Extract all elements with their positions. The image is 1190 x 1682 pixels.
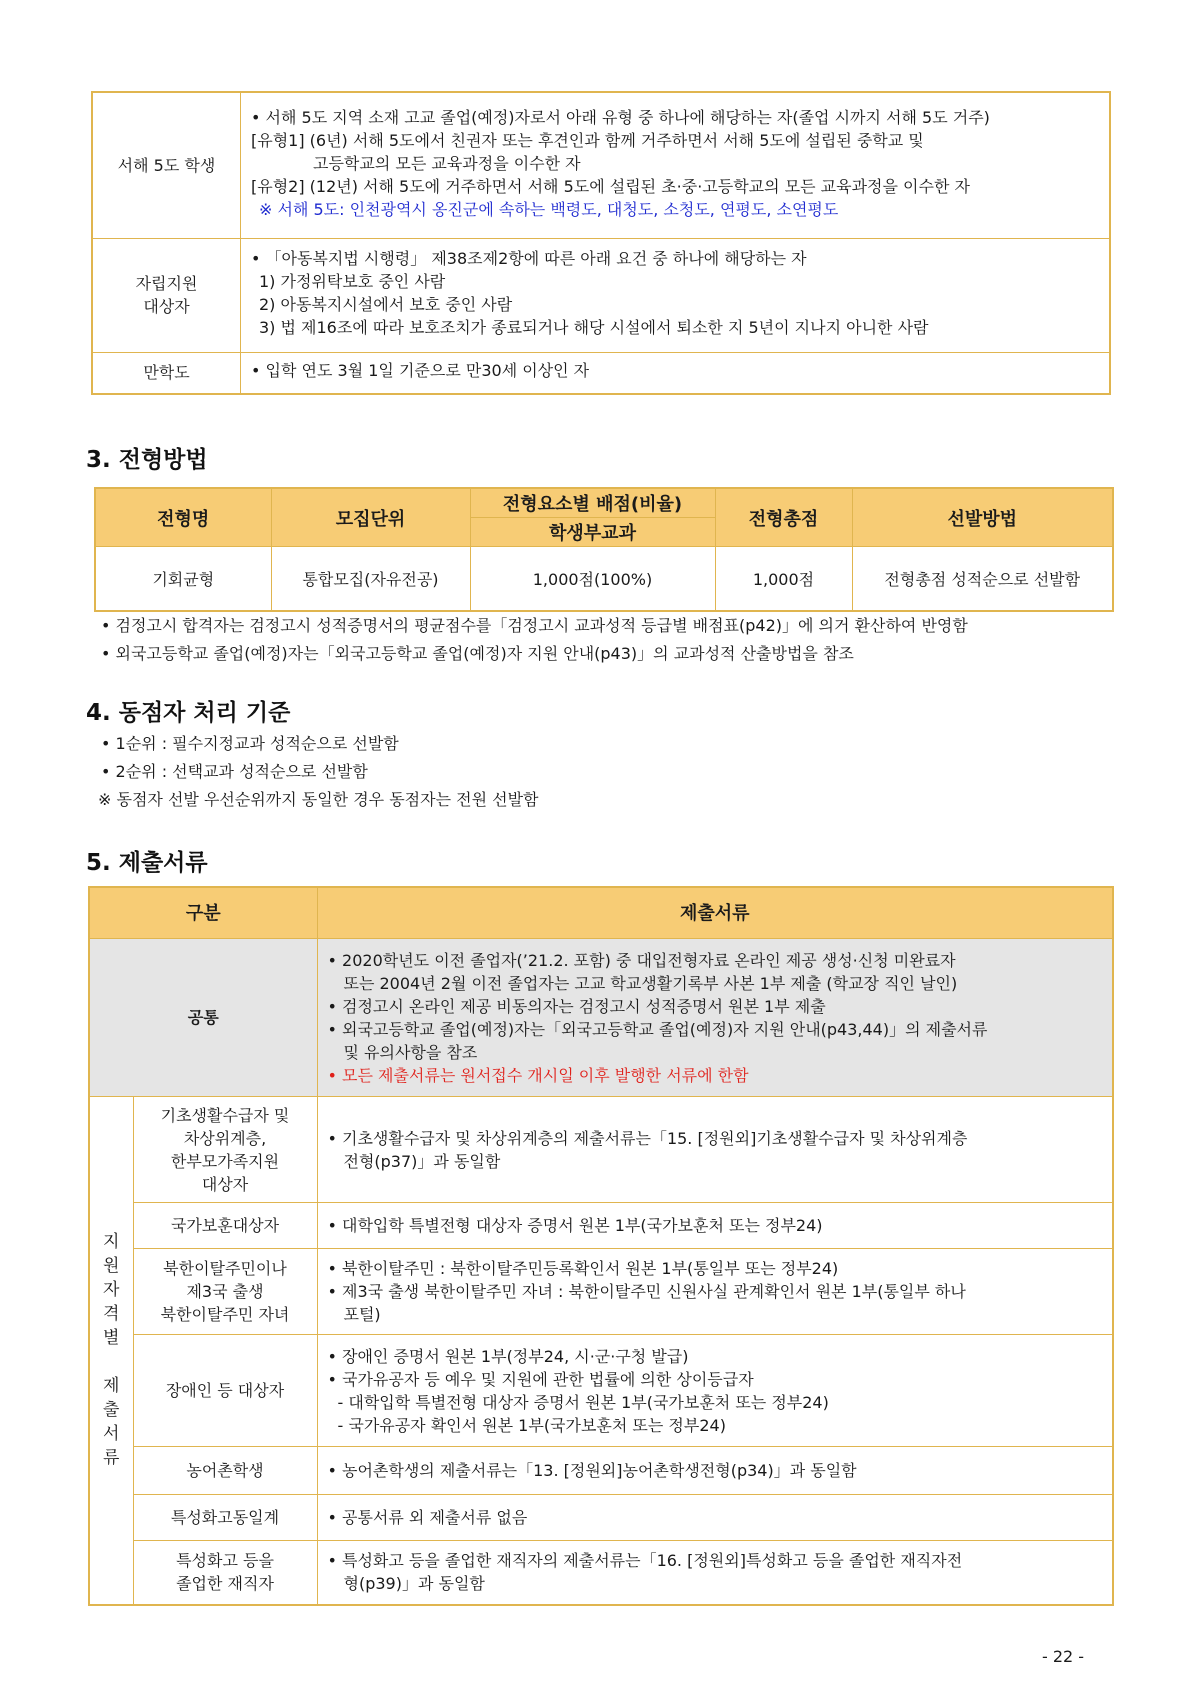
list-item: 포털) bbox=[343, 1305, 381, 1324]
column-header: 모집단위 bbox=[271, 488, 470, 547]
table-cell: 1,000점 bbox=[715, 547, 852, 611]
eligibility-table bbox=[91, 91, 1111, 395]
table-cell: 통합모집(자유전공) bbox=[271, 547, 470, 611]
table-header-row bbox=[95, 488, 1113, 518]
table-row bbox=[89, 1335, 1113, 1447]
row-label: 장애인 등 대상자 bbox=[133, 1335, 317, 1447]
section-heading: 5. 제출서류 bbox=[86, 850, 208, 876]
list-item: 1) 가정위탁보호 중인 사람 bbox=[259, 272, 446, 291]
table-row bbox=[89, 1495, 1113, 1541]
list-item: • 장애인 증명서 원본 1부(정부24, 시·군·구청 발급) bbox=[327, 1346, 689, 1366]
table-row bbox=[92, 352, 1110, 394]
row-content bbox=[241, 238, 1111, 352]
row-content bbox=[317, 1495, 1113, 1541]
row-label: 특성화고 등을 졸업한 재직자 bbox=[133, 1541, 317, 1605]
list-item: 형(p39)」과 동일함 bbox=[343, 1574, 485, 1594]
row-label: 만학도 bbox=[92, 352, 241, 394]
list-item: 3) 법 제16조에 따라 보호조치가 종료되거나 해당 시설에서 퇴소한 지 5년이 지나지 아니한 사람 bbox=[259, 318, 929, 337]
table-row bbox=[92, 92, 1110, 238]
list-item: • 공통서류 외 제출서류 없음 bbox=[327, 1508, 528, 1527]
row-label: 기초생활수급자 및 차상위계층, 한부모가족지원 대상자 bbox=[133, 1097, 317, 1203]
table-row bbox=[92, 238, 1110, 352]
warning-text: • 모든 제출서류는 원서접수 개시일 이후 발행한 서류에 한함 bbox=[327, 1065, 749, 1085]
table-cell: 전형총점 성적순으로 선발함 bbox=[852, 547, 1113, 611]
column-header: 구분 bbox=[89, 887, 317, 939]
row-content bbox=[241, 352, 1111, 394]
column-header: 전형총점 bbox=[715, 488, 852, 547]
row-label: 공통 bbox=[89, 939, 317, 1097]
column-subheader: 학생부교과 bbox=[470, 518, 715, 547]
column-header: 제출서류 bbox=[317, 887, 1113, 939]
row-content bbox=[317, 1249, 1113, 1335]
table-row bbox=[89, 1203, 1113, 1249]
row-label: 서해 5도 학생 bbox=[92, 92, 241, 238]
group-label: 지 원 자 격 별 제 출 서 류 bbox=[89, 1097, 133, 1605]
row-content bbox=[317, 1097, 1113, 1203]
section-heading: 3. 전형방법 bbox=[86, 447, 208, 473]
table-header-row bbox=[89, 887, 1113, 939]
note-text: ※ 동점자 선발 우선순위까지 동일한 경우 동점자는 전원 선발함 bbox=[98, 790, 539, 809]
list-item: • 국가유공자 등 예우 및 지원에 관한 법률에 의한 상이등급자 bbox=[327, 1369, 754, 1389]
page-number: - 22 - bbox=[1042, 1647, 1085, 1666]
table-row bbox=[89, 1541, 1113, 1605]
row-label: 특성화고동일계 bbox=[133, 1495, 317, 1541]
list-item: • 검정고시 합격자는 검정고시 성적증명서의 평균점수를「검정고시 교과성적 등급별 배점표(p42)」에 의거 환산하여 반영함 bbox=[101, 616, 968, 635]
row-content bbox=[317, 1447, 1113, 1495]
row-content bbox=[317, 939, 1113, 1097]
list-item: • 2020학년도 이전 졸업자(’21.2. 포함) 중 대입전형자료 온라인 제공 생성·신청 미완료자 bbox=[327, 950, 956, 970]
list-item: 2) 아동복지시설에서 보호 중인 사람 bbox=[259, 295, 513, 314]
list-item: • 북한이탈주민 : 북한이탈주민등록확인서 원본 1부(통일부 또는 정부24) bbox=[327, 1259, 839, 1278]
list-item: • 외국고등학교 졸업(예정)자는「외국고등학교 졸업(예정)자 지원 안내(p43)」의 교과성적 산출방법을 참조 bbox=[101, 644, 854, 663]
list-item: • 입학 연도 3월 1일 기준으로 만30세 이상인 자 bbox=[251, 361, 590, 381]
column-header: 전형명 bbox=[95, 488, 271, 547]
row-label: 농어촌학생 bbox=[133, 1447, 317, 1495]
list-item: 또는 2004년 2월 이전 졸업자는 고교 학교생활기록부 사본 1부 제출 (학교장 직인 날인) bbox=[343, 973, 958, 993]
note-text: ※ 서해 5도: 인천광역시 옹진군에 속하는 백령도, 대청도, 소청도, 연평도, 소연평도 bbox=[259, 199, 839, 219]
list-item: • 「아동복지법 시행령」 제38조제2항에 따른 아래 요건 중 하나에 해당하는 자 bbox=[251, 249, 807, 268]
list-item: 및 유의사항을 참조 bbox=[343, 1042, 478, 1062]
row-content bbox=[317, 1541, 1113, 1605]
list-item: • 서해 5도 지역 소재 고교 졸업(예정)자로서 아래 유형 중 하나에 해당하는 자(졸업 시까지 서해 5도 거주) bbox=[251, 107, 990, 127]
row-label: 국가보훈대상자 bbox=[133, 1203, 317, 1249]
list-item: • 제3국 출생 북한이탈주민 자녀 : 북한이탈주민 신원사실 관계확인서 원본 1부(통일부 하나 bbox=[327, 1282, 966, 1301]
table-row bbox=[89, 1249, 1113, 1335]
list-item: [유형1] (6년) 서해 5도에서 친권자 또는 후견인과 함께 거주하면서 서해 5도에 설립된 중학교 및 bbox=[251, 130, 924, 150]
table-row bbox=[89, 1447, 1113, 1495]
column-header: 전형요소별 배점(비율) bbox=[470, 488, 715, 518]
list-item: [유형2] (12년) 서해 5도에 거주하면서 서해 5도에 설립된 초·중·고등학교의 모든 교육과정을 이수한 자 bbox=[251, 176, 970, 196]
list-item: • 외국고등학교 졸업(예정)자는「외국고등학교 졸업(예정)자 지원 안내(p43,44)」의 제출서류 bbox=[327, 1019, 988, 1039]
table-row bbox=[95, 547, 1113, 611]
row-content bbox=[241, 92, 1111, 238]
list-item: • 농어촌학생의 제출서류는「13. [정원외]농어촌학생전형(p34)」과 동일함 bbox=[327, 1461, 857, 1480]
selection-method-table bbox=[94, 487, 1114, 612]
table-cell: 1,000점(100%) bbox=[470, 547, 715, 611]
list-item: • 기초생활수급자 및 차상위계층의 제출서류는「15. [정원외]기초생활수급자 및 차상위계층 bbox=[327, 1128, 968, 1148]
table-row bbox=[89, 939, 1113, 1097]
list-item: 고등학교의 모든 교육과정을 이수한 자 bbox=[313, 153, 581, 173]
row-label: 북한이탈주민이나 제3국 출생 북한이탈주민 자녀 bbox=[133, 1249, 317, 1335]
section-heading: 4. 동점자 처리 기준 bbox=[86, 700, 291, 726]
list-item: - 국가유공자 확인서 원본 1부(국가보훈처 또는 정부24) bbox=[337, 1415, 726, 1435]
list-item: 전형(p37)」과 동일함 bbox=[343, 1151, 501, 1171]
table-row bbox=[89, 1097, 1113, 1203]
list-item: - 대학입학 특별전형 대상자 증명서 원본 1부(국가보훈처 또는 정부24) bbox=[337, 1392, 829, 1412]
notes-list bbox=[101, 612, 968, 668]
column-header: 선발방법 bbox=[852, 488, 1113, 547]
list-item: • 검정고시 온라인 제공 비동의자는 검정고시 성적증명서 원본 1부 제출 bbox=[327, 996, 826, 1016]
list-item: • 1순위 : 필수지정교과 성적순으로 선발함 bbox=[101, 734, 399, 753]
list-item: • 2순위 : 선택교과 성적순으로 선발함 bbox=[101, 762, 368, 781]
list-item: • 대학입학 특별전형 대상자 증명서 원본 1부(국가보훈처 또는 정부24) bbox=[327, 1216, 823, 1235]
table-cell: 기회균형 bbox=[95, 547, 271, 611]
documents-table bbox=[88, 886, 1114, 1606]
list-item: • 특성화고 등을 졸업한 재직자의 제출서류는「16. [정원외]특성화고 등을 졸업한 재직자전 bbox=[327, 1551, 963, 1571]
row-content bbox=[317, 1335, 1113, 1447]
row-label: 자립지원 대상자 bbox=[92, 238, 241, 352]
row-content bbox=[317, 1203, 1113, 1249]
tie-rules-list bbox=[98, 730, 539, 814]
